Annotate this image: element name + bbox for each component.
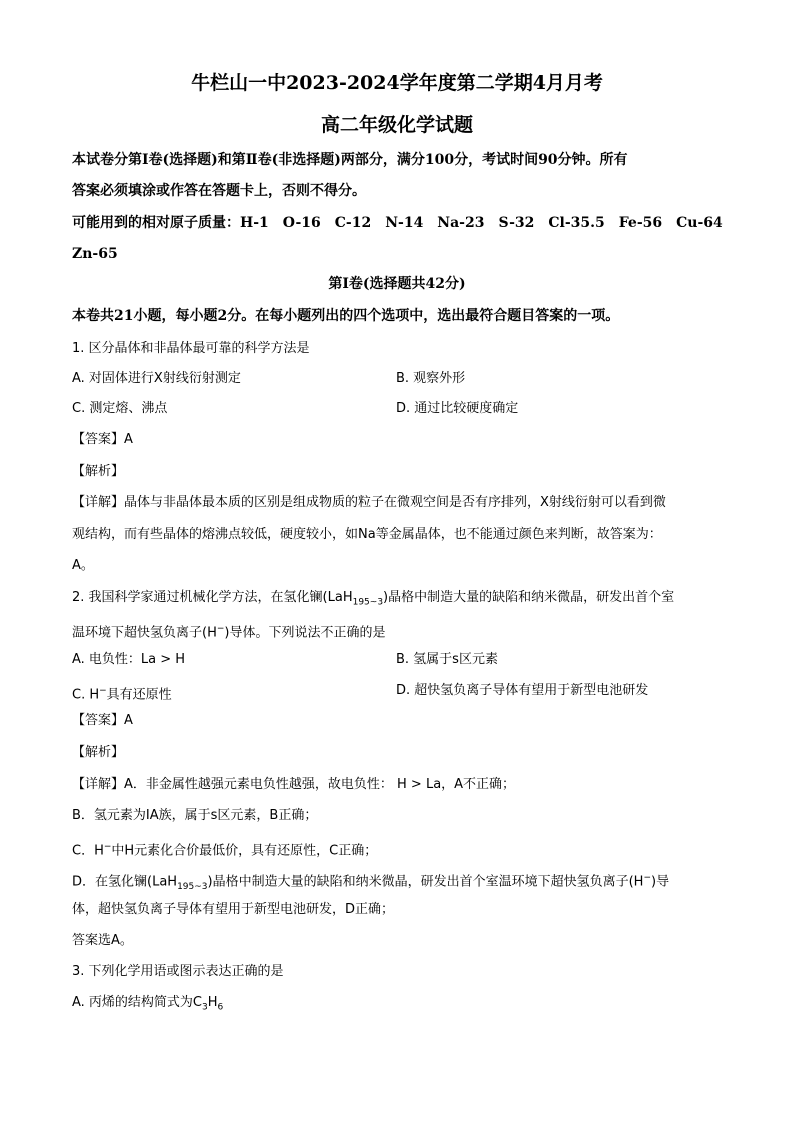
q1-option-c: C. 测定熔、沸点 bbox=[72, 401, 168, 416]
q3-stem: 3. 下列化学用语或图示表达正确的是 bbox=[72, 964, 284, 979]
q2-detail-5: 体，超快氢负离子导体有望用于新型电池研发，D正确； bbox=[72, 902, 395, 917]
formula-subscript: 3 bbox=[202, 1002, 208, 1013]
q1-answer: 【答案】A bbox=[72, 432, 133, 447]
q2-stem-text: )导体。下列说法不正确的是 bbox=[224, 625, 386, 641]
q2-option-d: D. 超快氢负离子导体有望用于新型电池研发 bbox=[396, 683, 649, 698]
q3-option-a-text: A. 丙烯的结构简式为C bbox=[72, 995, 203, 1010]
q2-option-c-text: C. H bbox=[72, 687, 100, 703]
q2-option-a: A. 电负性：La > H bbox=[72, 652, 186, 667]
intro-line-2: 答案必须填涂或作答在答题卡上，否则不得分。 bbox=[72, 183, 366, 199]
q2-analysis: 【解析】 bbox=[72, 745, 125, 760]
q3-option-a-text: H bbox=[207, 995, 218, 1010]
q2-detail-2: B．氢元素为ⅠA族，属于s区元素，B正确； bbox=[72, 808, 318, 823]
exam-title: 牛栏山一中2023-2024学年度第二学期4月月考 bbox=[191, 72, 603, 94]
q2-stem-text: )晶格中制造大量的缺陷和纳米微晶，研发出首个室 bbox=[383, 590, 675, 605]
q2-stem-line-2 bbox=[72, 619, 385, 643]
q2-detail-text: C．H bbox=[72, 843, 104, 859]
charge-superscript: − bbox=[643, 873, 651, 883]
q2-stem-text: 2. 我国科学家通过机械化学方法，在氢化镧(LaH bbox=[72, 590, 353, 605]
q1-analysis: 【解析】 bbox=[72, 464, 125, 479]
charge-superscript: − bbox=[216, 624, 225, 634]
q1-detail-1: 【详解】晶体与非晶体最本质的区别是组成物质的粒子在微观空间是否有序排列，X射线衍射可以看到微 bbox=[72, 495, 666, 510]
q1-detail-2: 观结构，而有些晶体的熔沸点较低，硬度较小，如Na等金属晶体，也不能通过颜色来判断，故答案为： bbox=[72, 527, 662, 542]
q3-option-a bbox=[72, 993, 223, 1018]
q2-stem-text: 温环境下超快氢负离子(H bbox=[72, 625, 217, 641]
q2-detail-text: 中H元素化合价最低价，具有还原性，C正确； bbox=[111, 843, 378, 859]
q1-option-a: A. 对固体进行X射线衍射测定 bbox=[72, 371, 241, 386]
q1-option-b: B. 观察外形 bbox=[396, 371, 466, 386]
q2-stem-line-1 bbox=[72, 588, 674, 613]
charge-superscript: − bbox=[99, 686, 107, 696]
q2-answer: 【答案】A bbox=[72, 713, 133, 728]
q1-detail-3: A。 bbox=[72, 558, 94, 573]
formula-subscript: 195~3 bbox=[177, 881, 208, 892]
q2-detail-1: 【详解】A．非金属性越强元素电负性越强，故电负性： H > La，A不正确； bbox=[72, 777, 516, 792]
intro-line-1: 本试卷分第Ⅰ卷(选择题)和第Ⅱ卷(非选择题)两部分，满分100分，考试时间90分钟。所有 bbox=[72, 152, 628, 168]
formula-subscript: 195~3 bbox=[352, 597, 384, 608]
q2-option-c-text: 具有还原性 bbox=[106, 687, 172, 703]
formula-subscript: 6 bbox=[217, 1002, 224, 1013]
q2-option-c bbox=[72, 681, 172, 705]
intro-line-3: 可能用到的相对原子质量：H-1 O-16 C-12 N-14 Na-23 S-32 Cl-35.5 Fe-56 Cu-64 bbox=[72, 215, 723, 231]
intro-line-4: Zn-65 bbox=[72, 246, 118, 262]
q2-detail-3 bbox=[72, 837, 377, 861]
section-instruction: 本卷共21小题，每小题2分。在每小题列出的四个选项中，选出最符合题目答案的一项。 bbox=[72, 308, 620, 324]
q2-detail-6: 答案选A。 bbox=[72, 933, 133, 948]
q2-detail-4 bbox=[72, 868, 669, 897]
q2-option-b: B. 氢属于s区元素 bbox=[396, 652, 498, 667]
exam-subtitle: 高二年级化学试题 bbox=[320, 114, 473, 136]
q2-detail-text: )晶格中制造大量的缺陷和纳米微晶，研发出首个室温环境下超快氢负离子(H bbox=[207, 874, 644, 890]
q1-option-d: D. 通过比较硬度确定 bbox=[396, 401, 519, 416]
section-title: 第Ⅰ卷(选择题共42分) bbox=[328, 276, 466, 292]
q1-stem: 1. 区分晶体和非晶体最可靠的科学方法是 bbox=[72, 341, 310, 356]
q2-detail-text: )导 bbox=[651, 874, 670, 890]
charge-superscript: − bbox=[103, 842, 112, 852]
q2-detail-text: D．在氢化镧(LaH bbox=[72, 874, 178, 890]
